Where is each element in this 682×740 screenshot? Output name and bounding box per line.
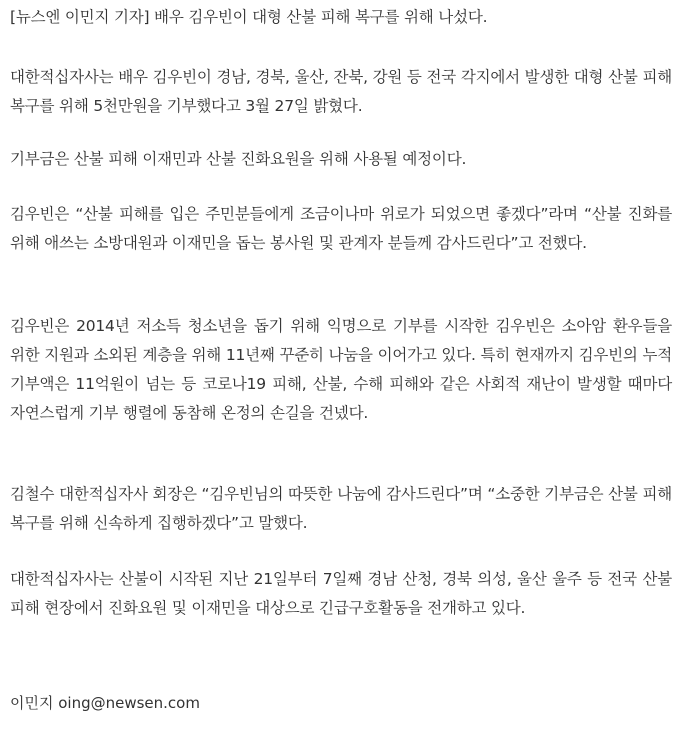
article-paragraph: 김철수 대한적십자사 회장은 “김우빈님의 따뜻한 나눔에 감사드린다”며 “소중한 기부금은 산불 피해 복구를 위해 신속하게 집행하겠다”고 말했다.: [10, 485, 672, 532]
article-paragraph: 대한적십자사는 산불이 시작된 지난 21일부터 7일째 경남 산청, 경북 의성, 울산 울주 등 전국 산불 피해 현장에서 진화요원 및 이재민을 대상으로 긴급구호활동을 전개하고 있다.: [10, 570, 672, 617]
article-paragraph: 기부금은 산불 피해 이재민과 산불 진화요원을 위해 사용될 예정이다.: [10, 150, 467, 168]
article-lead: [뉴스엔 이민지 기자] 배우 김우빈이 대형 산불 피해 복구를 위해 나섰다.: [10, 8, 488, 26]
article-paragraph: 김우빈은 “산불 피해를 입은 주민분들에게 조금이나마 위로가 되었으면 좋겠다”라며 “산불 진화를 위해 애쓰는 소방대원과 이재민을 돕는 봉사원 및 관계자 분들께 감사드린다”고 전했다.: [10, 205, 672, 252]
reporter-byline: 이민지 oing@newsen.com: [10, 694, 200, 712]
article-paragraph: 대한적십자사는 배우 김우빈이 경남, 경북, 울산, 잔북, 강원 등 전국 각지에서 발생한 대형 산불 피해 복구를 위해 5천만원을 기부했다고 3월 27일 밝혔다.: [10, 68, 672, 115]
article-paragraph: 김우빈은 2014년 저소득 청소년을 돕기 위해 익명으로 기부를 시작한 김우빈은 소아암 환우들을 위한 지원과 소외된 계층을 위해 11년째 꾸준히 나눔을 이어가고 있다. 특히 현재까지 김우빈의 누적 기부액은 11억원이 넘는 등 코로나19 피해, 산불, 수해 피해와 같은 사회적 재난이 발생할 때마다 자연스럽게 기부 행렬에 동참해 온정의 손길을 건넸다.: [10, 317, 672, 422]
